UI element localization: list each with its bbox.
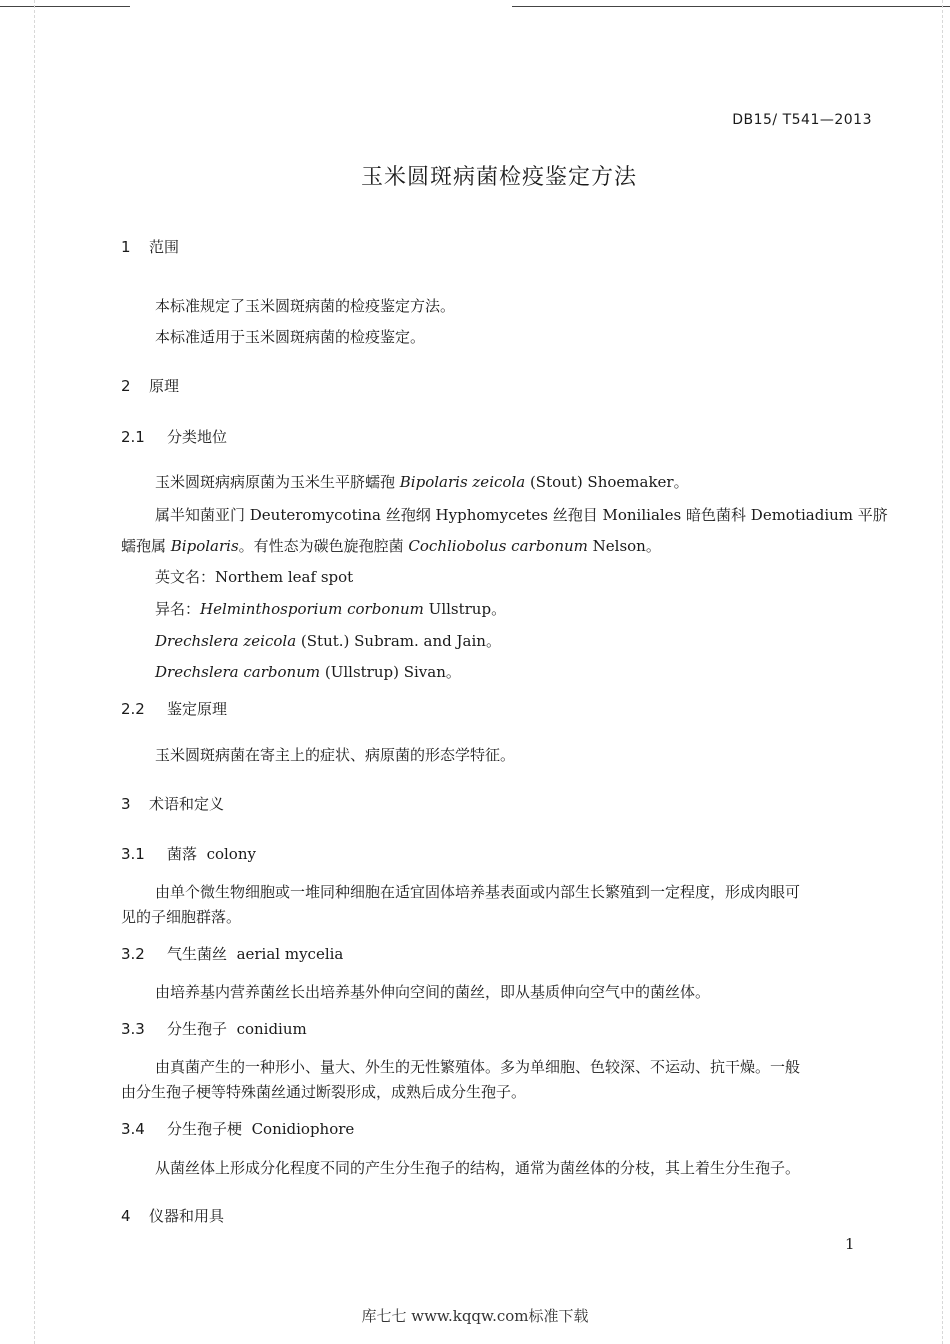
latin-name: Helminthosporium corbonum bbox=[200, 600, 424, 618]
paragraph bbox=[155, 471, 689, 492]
paragraph: 本标准规定了玉米圆斑病菌的检疫鉴定方法。 bbox=[155, 297, 456, 315]
section-title-en: conidium bbox=[236, 1020, 307, 1038]
section-3-1-heading bbox=[121, 843, 256, 864]
paragraph-continuation bbox=[121, 535, 661, 556]
scan-edge-right bbox=[942, 0, 943, 1344]
paragraph: 英文名：Northem leaf spot bbox=[155, 568, 354, 586]
section-title: 分生孢子 bbox=[167, 1020, 228, 1038]
section-number: 1 bbox=[121, 238, 131, 256]
paragraph bbox=[155, 630, 501, 651]
text: (Stout) Shoemaker。 bbox=[525, 473, 689, 491]
paragraph: 从菌丝体上形成分化程度不同的产生分生孢子的结构，通常为菌丝体的分枝，其上着生分生孢子。 bbox=[155, 1159, 801, 1177]
text: 异名： bbox=[155, 600, 201, 618]
section-title-en: colony bbox=[206, 845, 256, 863]
section-number: 3.1 bbox=[121, 845, 145, 863]
section-title-en: Conidiophore bbox=[251, 1120, 355, 1138]
paragraph: 由培养基内营养菌丝长出培养基外伸向空间的菌丝，即从基质伸向空气中的菌丝体。 bbox=[155, 983, 711, 1001]
footer-watermark-text: 库七七 www.kqqw.com标准下载 bbox=[361, 1307, 589, 1325]
latin-name: Drechslera zeicola bbox=[155, 632, 297, 650]
latin-name: Bipolaris bbox=[170, 537, 239, 555]
document-title: 玉米圆斑病菌检疫鉴定方法 bbox=[360, 165, 637, 190]
section-2-2-heading bbox=[121, 698, 227, 719]
section-4-heading bbox=[121, 1205, 224, 1226]
section-title: 范围 bbox=[149, 238, 180, 256]
paragraph: 由真菌产生的一种形小、量大、外生的无性繁殖体。多为单细胞、色较深、不运动、抗干燥。一般 bbox=[155, 1058, 801, 1076]
section-number: 4 bbox=[121, 1207, 131, 1225]
section-title: 鉴定原理 bbox=[167, 700, 228, 718]
latin-name: Cochliobolus carbonum bbox=[408, 537, 588, 555]
paragraph: 本标准适用于玉米圆斑病菌的检疫鉴定。 bbox=[155, 328, 426, 346]
section-3-2-heading bbox=[121, 943, 343, 964]
text: Nelson。 bbox=[587, 537, 661, 555]
section-title: 分类地位 bbox=[167, 428, 228, 446]
section-title: 气生菌丝 bbox=[167, 945, 228, 963]
section-number: 3.3 bbox=[121, 1020, 145, 1038]
latin-name: Bipolaris zeicola bbox=[399, 473, 526, 491]
latin-name: Drechslera carbonum bbox=[155, 663, 321, 681]
text: Ullstrup。 bbox=[423, 600, 507, 618]
section-number: 2.2 bbox=[121, 700, 145, 718]
section-3-heading bbox=[121, 793, 224, 814]
paragraph bbox=[155, 598, 506, 619]
paragraph-continuation: 见的子细胞群落。 bbox=[121, 908, 242, 926]
section-number: 2.1 bbox=[121, 428, 145, 446]
section-number: 3 bbox=[121, 795, 131, 813]
section-number: 3.2 bbox=[121, 945, 145, 963]
section-title: 术语和定义 bbox=[149, 795, 225, 813]
text: (Ullstrup) Sivan。 bbox=[320, 663, 461, 681]
paragraph-continuation: 由分生孢子梗等特殊菌丝通过断裂形成，成熟后成分生孢子。 bbox=[121, 1083, 527, 1101]
scan-edge-left bbox=[34, 0, 35, 1344]
section-number: 3.4 bbox=[121, 1120, 145, 1138]
section-number: 2 bbox=[121, 377, 131, 395]
section-title: 菌落 bbox=[167, 845, 198, 863]
section-title: 分生孢子梗 bbox=[167, 1120, 243, 1138]
paragraph: 属半知菌亚门 Deuteromycotina 丝孢纲 Hyphomycetes 丝孢目 Moniliales 暗色菌科 Demotiadium 平脐 bbox=[155, 506, 888, 524]
section-3-4-heading bbox=[121, 1118, 354, 1139]
text: 。有性态为碳色旋孢腔菌 bbox=[238, 537, 409, 555]
section-2-heading bbox=[121, 375, 179, 396]
section-title: 原理 bbox=[149, 377, 180, 395]
paragraph: 玉米圆斑病菌在寄主上的症状、病原菌的形态学特征。 bbox=[155, 746, 516, 764]
paragraph bbox=[155, 661, 461, 682]
page-number: 1 bbox=[845, 1235, 855, 1253]
top-rule-left bbox=[0, 6, 130, 7]
paragraph: 由单个微生物细胞或一堆同种细胞在适宜固体培养基表面或内部生长繁殖到一定程度，形成肉眼可 bbox=[155, 883, 801, 901]
text: (Stut.) Subram. and Jain。 bbox=[296, 632, 501, 650]
section-3-3-heading bbox=[121, 1018, 307, 1039]
section-title-en: aerial mycelia bbox=[236, 945, 344, 963]
section-title: 仪器和用具 bbox=[149, 1207, 225, 1225]
standard-code: DB15/ T541—2013 bbox=[732, 112, 872, 128]
section-2-1-heading bbox=[121, 426, 227, 447]
text: 玉米圆斑病病原菌为玉米生平脐蠕孢 bbox=[155, 473, 400, 491]
top-rule-right bbox=[512, 6, 950, 7]
text: 蠕孢属 bbox=[121, 537, 171, 555]
section-1-heading bbox=[121, 236, 179, 257]
